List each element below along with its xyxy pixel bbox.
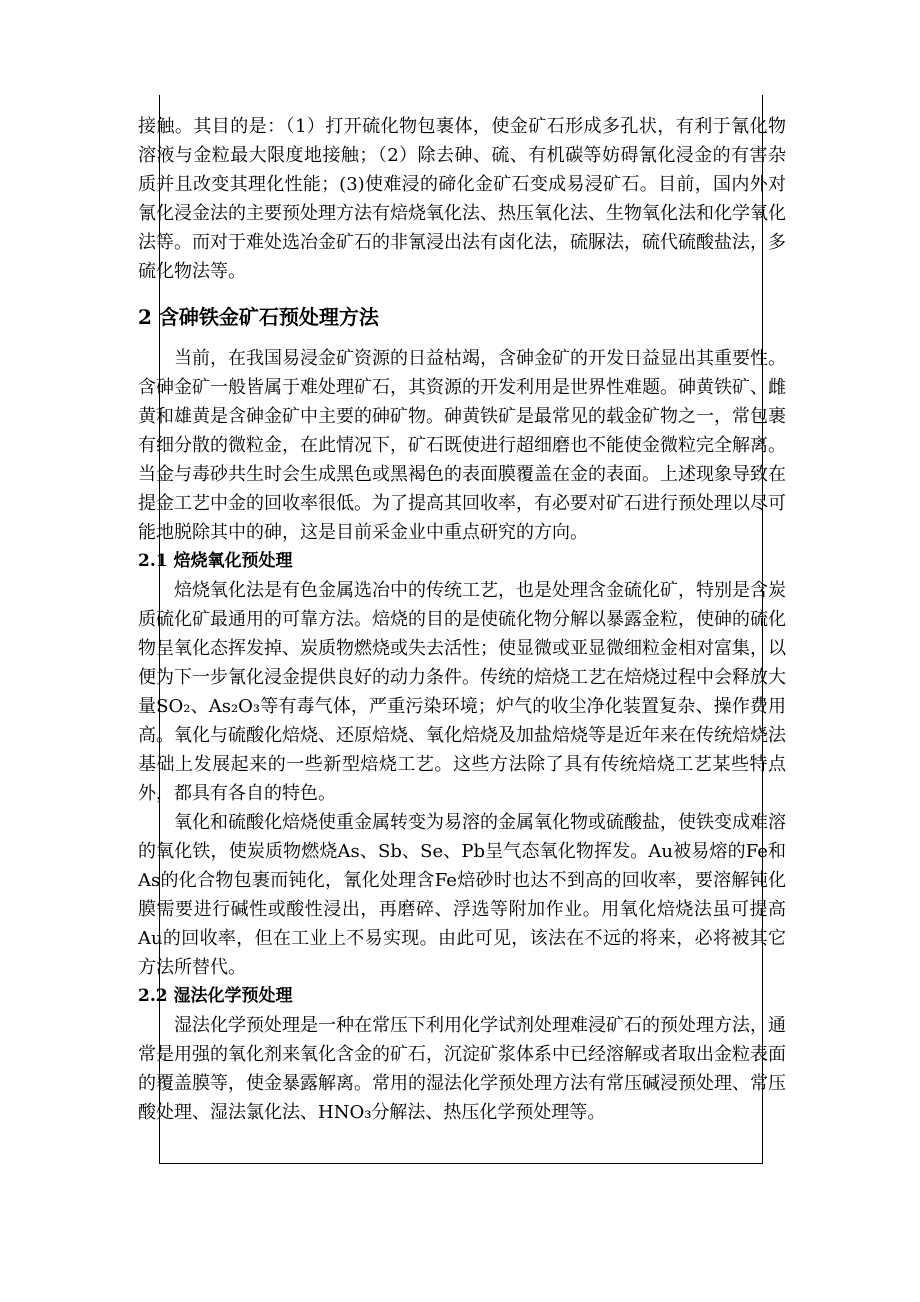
subsection-heading: 2.1 焙烧氧化预处理: [138, 551, 293, 571]
intro-paragraph: 接触。其目的是：（1）打开硫化物包裹体，使金矿石形成多孔状，有利于氰化物溶液与金粒最大限度地接触；（2）除去砷、硫、有机碳等妨碍氰化浸金的有害杂质并且改变其理化性能；(3)使难浸的碲化金矿石变成易浸矿石。目前，国内外对氰化浸金法的主要预处理方法有焙烧氧化法、热压氧化法、生物氧化法和化学氧化法等。而对于难处选冶金矿石的非氰浸出法有卤化法，硫脲法，硫代硫酸盐法，多硫化物法等。: [138, 116, 786, 282]
section-heading: 2 含砷铁金矿石预处理方法: [138, 305, 379, 329]
subsection-heading: 2.2 湿法化学预处理: [138, 986, 293, 1006]
document-body: [138, 112, 786, 1127]
section-paragraph: 当前，在我国易浸金矿资源的日益枯竭，含砷金矿的开发日益显出其重要性。含砷金矿一般皆属于难处理矿石，其资源的开发利用是世界性难题。砷黄铁矿、雌黄和雄黄是含砷金矿中主要的砷矿物。砷黄铁矿是最常见的载金矿物之一，常包裹有细分散的微粒金，在此情况下，矿石既使进行超细磨也不能使金微粒完全解离。当金与毒砂共生时会生成黑色或黑褐色的表面膜覆盖在金的表面。上述现象导致在提金工艺中金的回收率很低。为了提高其回收率，有必要对矿石进行预处理以尽可能地脱除其中的砷，这是目前采金业中重点研究的方向。: [138, 348, 786, 543]
roasting-paragraph-1: 焙烧氧化法是有色金属选冶中的传统工艺，也是处理含金硫化矿，特别是含炭质硫化矿最通用的可靠方法。焙烧的目的是使硫化物分解以暴露金粒，使砷的硫化物呈氧化态挥发掉、炭质物燃烧或失去活性；使显微或亚显微细粒金相对富集，以便为下一步氰化浸金提供良好的动力条件。传统的焙烧工艺在焙烧过程中会释放大量SO₂、As₂O₃等有毒气体，严重污染环境；炉气的收尘净化装置复杂、操作费用高。氧化与硫酸化焙烧、还原焙烧、氧化焙烧及加盐焙烧等是近年来在传统焙烧法基础上发展起来的一些新型焙烧工艺。这些方法除了具有传统焙烧工艺某些特点外，都具有各自的特色。: [138, 580, 786, 804]
wet-chemistry-paragraph: 湿法化学预处理是一种在常压下利用化学试剂处理难浸矿石的预处理方法，通常是用强的氧化剂来氧化含金的矿石，沉淀矿浆体系中已经溶解或者取出金粒表面的覆盖膜等，使金暴露解离。常用的湿法化学预处理方法有常压碱浸预处理、常压酸处理、湿法氯化法、HNO₃分解法、热压化学预处理等。: [138, 1015, 786, 1123]
roasting-paragraph-2: 氧化和硫酸化焙烧使重金属转变为易溶的金属氧化物或硫酸盐，使铁变成难溶的氧化铁，使炭质物燃烧As、Sb、Se、Pb呈气态氧化物挥发。Au被易熔的Fe和As的化合物包裹而钝化，氰化处理含Fe焙砂时也达不到高的回收率，要溶解钝化膜需要进行碱性或酸性浸出，再磨碎、浮选等附加作业。用氧化焙烧法虽可提高Au的回收率，但在工业上不易实现。由此可见，该法在不远的将来，必将被其它方法所替代。: [138, 812, 786, 978]
